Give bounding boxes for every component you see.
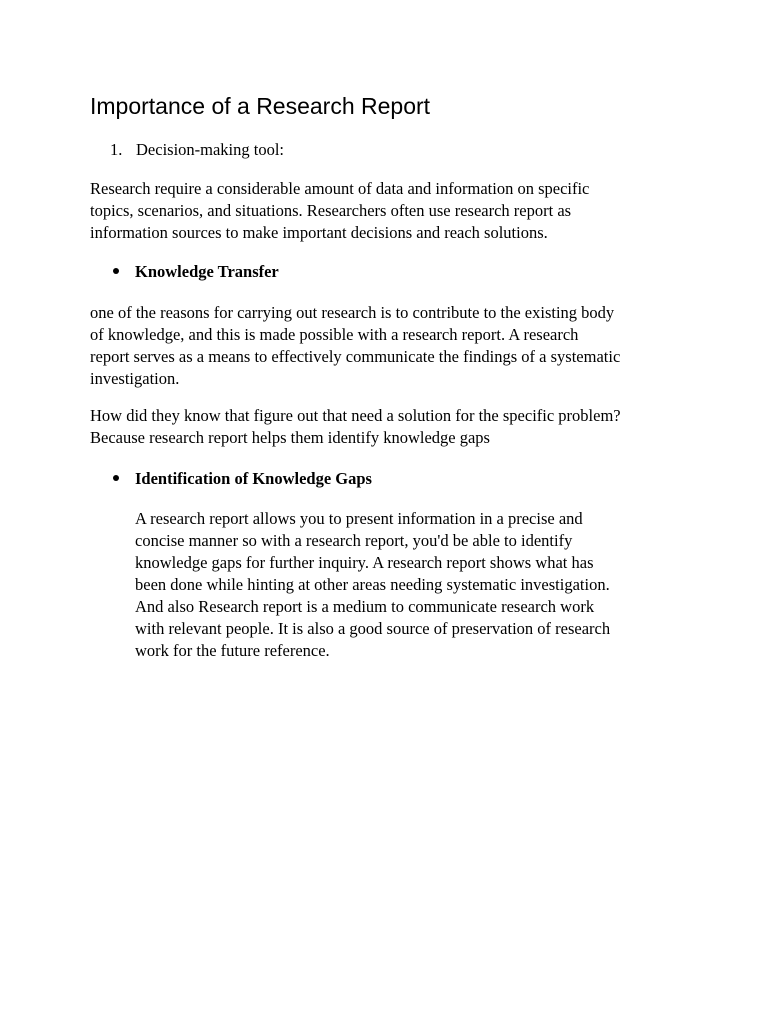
paragraph-line: one of the reasons for carrying out research is to contribute to the existing body (90, 303, 615, 322)
paragraph-line: A research report allows you to present information in a precise and (135, 509, 583, 528)
paragraph-line: concise manner so with a research report, you'd be able to identify (135, 531, 573, 550)
bullet-icon (113, 475, 119, 481)
paragraph-line: with relevant people. It is also a good source of preservation of research (135, 619, 611, 638)
paragraph-line: report serves as a means to effectively communicate the findings of a systematic (90, 347, 621, 366)
paragraph-line: Because research report helps them identify knowledge gaps (90, 428, 490, 447)
bullet-label: Identification of Knowledge Gaps (135, 469, 372, 488)
bullet-icon (113, 268, 119, 274)
paragraph-line: been done while hinting at other areas needing systematic investigation. (135, 575, 610, 594)
list-number: 1. (110, 140, 123, 159)
bullet-knowledge-transfer (113, 261, 279, 283)
paragraph-line: Research require a considerable amount of data and information on specific (90, 179, 590, 198)
list-item-label: Decision-making tool: (136, 140, 285, 159)
paragraph-line: knowledge gaps for further inquiry. A research report shows what has (135, 553, 594, 572)
paragraph-line: And also Research report is a medium to communicate research work (135, 597, 595, 616)
paragraph-knowledge-gaps (135, 508, 695, 662)
paragraph-line: topics, scenarios, and situations. Researchers often use research report as (90, 201, 572, 220)
paragraph-knowledge-transfer (90, 302, 690, 390)
paragraph-decision-making (90, 178, 690, 244)
paragraph-line: information sources to make important decisions and reach solutions. (90, 223, 548, 242)
paragraph-line: of knowledge, and this is made possible with a research report. A research (90, 325, 579, 344)
paragraph-question (90, 405, 690, 449)
numbered-list-item (110, 139, 284, 161)
bullet-knowledge-gaps (113, 468, 372, 490)
document-title: Importance of a Research Report (90, 93, 431, 119)
bullet-label: Knowledge Transfer (135, 262, 279, 281)
paragraph-line: work for the future reference. (135, 641, 330, 660)
paragraph-line: investigation. (90, 369, 180, 388)
paragraph-line: How did they know that figure out that need a solution for the specific problem? (90, 406, 621, 425)
